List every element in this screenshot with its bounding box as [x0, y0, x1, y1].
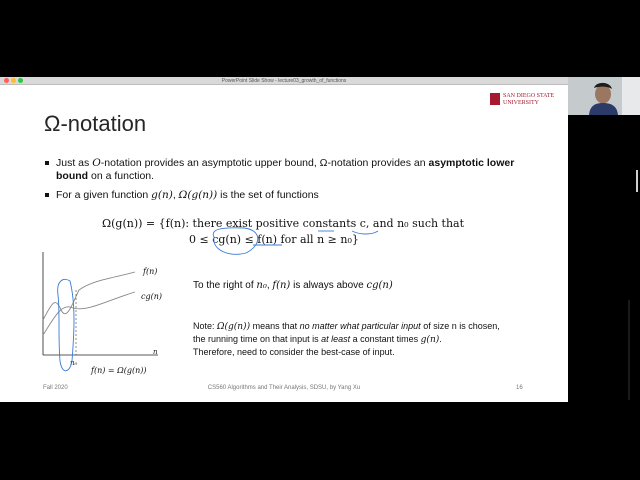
omega-graph: [33, 250, 173, 375]
bullet1-text-1: Just as: [56, 157, 93, 169]
scrollbar-track[interactable]: [628, 300, 630, 400]
webcam-video: [568, 77, 640, 115]
slide-title: Ω-notation: [44, 111, 147, 136]
note2-a: the running time on that input is: [193, 334, 322, 344]
right-of-text-2: ,: [266, 280, 273, 291]
bullet2-math-1: g(n): [151, 189, 173, 201]
note1-italic: no matter what particular input: [299, 321, 421, 331]
bullet2-text-1: For a given function: [56, 189, 152, 201]
bullet-list: [44, 157, 544, 208]
bullet2-math-2: Ω(g(n)): [178, 189, 218, 201]
note2-c: .: [439, 334, 442, 344]
slide: [0, 85, 568, 402]
right-of-math-2: f(n): [272, 280, 291, 291]
note-line-3: Therefore, need to consider the best-case of input.: [193, 347, 395, 357]
bullet2-text-2: ,: [172, 189, 179, 201]
bullet1-text-2: -notation provides an asymptotic upper bound, Ω-notation provides an: [100, 157, 429, 169]
bullet-item-2: [44, 189, 544, 202]
note1-b: means that: [250, 321, 300, 331]
note-line-1: [193, 320, 548, 333]
graph-caption: f(n) = Ω(g(n)): [91, 366, 147, 375]
right-of-math-3: cg(n): [366, 280, 393, 291]
note-line-2: [193, 333, 548, 346]
cg-label: cg(n): [141, 292, 162, 301]
bullet-item-1: [44, 157, 544, 183]
note-paragraph: [193, 320, 548, 358]
definition-line1: Ω(g(n)) = {f(n): there exist positive constants c, and n₀ such that: [102, 217, 465, 230]
university-logo: [490, 91, 555, 113]
note2-math: g(n): [420, 335, 440, 345]
bullet1-bold: asymptotic lower bound: [56, 157, 515, 182]
logo-line1: SAN DIEGO STATE: [503, 93, 555, 99]
right-of-text-1: To the right of: [193, 280, 257, 291]
note2-italic: at least: [321, 334, 351, 344]
right-of-math-1: n₀: [256, 280, 267, 291]
presentation-titlebar: [0, 77, 568, 85]
bullet2-text-3: is the set of functions: [217, 189, 319, 201]
logo-line2: UNIVERSITY: [503, 100, 539, 106]
note1-c: of size n is chosen,: [420, 321, 500, 331]
f-label: f(n): [143, 267, 158, 276]
bullet1-text-3: on a function.: [88, 170, 155, 182]
note2-b: a constant times: [350, 334, 421, 344]
n-axis-label: n: [153, 348, 158, 356]
scrollbar-thumb[interactable]: [636, 170, 638, 192]
note1-a: Note:: [193, 321, 218, 331]
definition-line2: 0 ≤ cg(n) ≤ f(n) for all n ≥ n₀}: [189, 233, 359, 246]
footer-course: CS560 Algorithms and Their Analysis, SDSU, by Yang Xu: [207, 385, 361, 391]
f-curve: [43, 272, 135, 320]
omega-definition: [102, 216, 464, 248]
cg-curve: [43, 292, 135, 335]
window-title: PowerPoint Slide Show - lecture03_growth_of_functions: [221, 78, 347, 84]
footer-semester: Fall 2020: [43, 385, 68, 391]
footer-page-number: 16: [516, 385, 523, 391]
note1-math: Ω(g(n)): [217, 322, 251, 332]
right-of-text-3: is always above: [290, 280, 367, 291]
bullet1-math-1: O: [92, 157, 101, 169]
sdsu-logo-icon: [490, 93, 500, 105]
right-of-n0-statement: [193, 280, 393, 291]
n0-axis-label: n₀: [70, 359, 78, 367]
